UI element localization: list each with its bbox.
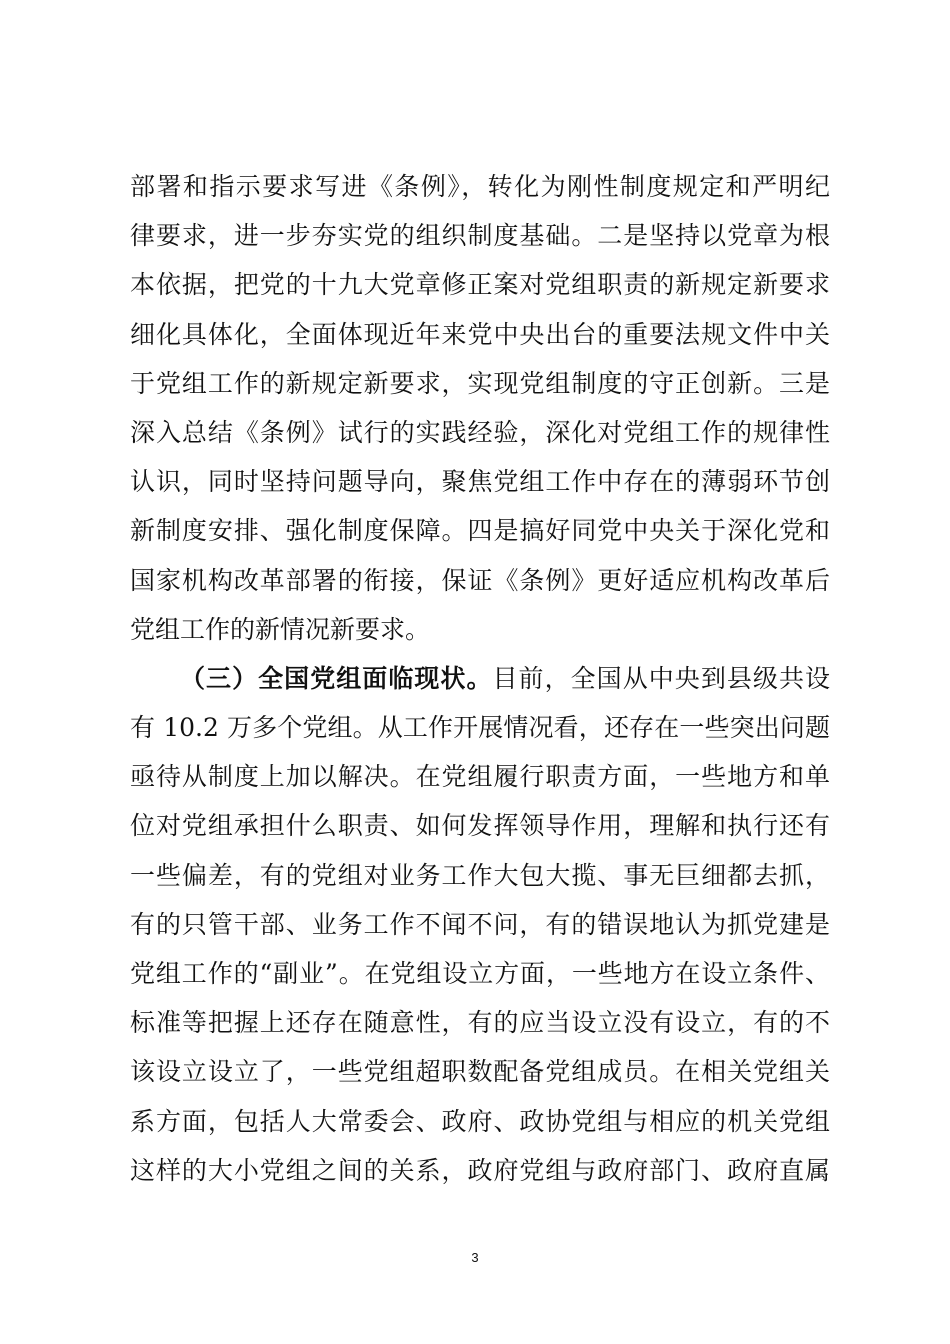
section-heading-rest: 目前，全国从中央到县级共设 <box>492 663 830 693</box>
text-line: 标准等把握上还存在随意性，有的应当设立没有设立，有的不 <box>130 1008 830 1038</box>
text-line: 系方面，包括人大常委会、政府、政协党组与相应的机关党组 <box>130 1106 830 1136</box>
text-line: 一些偏差，有的党组对业务工作大包大揽、事无巨细都去抓， <box>130 860 830 890</box>
page-number: 3 <box>471 1250 479 1265</box>
text-line: 这样的大小党组之间的关系，政府党组与政府部门、政府直属 <box>130 1155 830 1185</box>
section-heading: （三）全国党组面临现状。 <box>180 663 493 693</box>
body-text <box>130 162 830 1195</box>
text-line: 于党组工作的新规定新要求，实现党组制度的守正创新。三是 <box>130 368 830 398</box>
text-line: 党组工作的新情况新要求。 <box>130 614 431 644</box>
text-line: 律要求，进一步夯实党的组织制度基础。二是坚持以党章为根 <box>130 221 830 251</box>
text-line: 有的只管干部、业务工作不闻不问，有的错误地认为抓党建是 <box>130 909 830 939</box>
text-line: 亟待从制度上加以解决。在党组履行职责方面，一些地方和单 <box>130 762 830 792</box>
section-heading-line <box>130 654 830 703</box>
text-line: 细化具体化，全面体现近年来党中央出台的重要法规文件中关 <box>130 319 830 349</box>
text-line: 该设立设立了，一些党组超职数配备党组成员。在相关党组关 <box>130 1057 830 1087</box>
text-line: 党组工作的“副业”。在党组设立方面，一些地方在设立条件、 <box>130 959 830 988</box>
text-line: 部署和指示要求写进《条例》，转化为刚性制度规定和严明纪 <box>130 172 830 201</box>
text-line: 深入总结《条例》试行的实践经验，深化对党组工作的规律性 <box>130 417 830 447</box>
text-line: 国家机构改革部署的衔接，保证《条例》更好适应机构改革后 <box>130 565 830 595</box>
text-line: 本依据，把党的十九大党章修正案对党组职责的新规定新要求 <box>130 270 830 300</box>
text-line: 有 10.2 万多个党组。从工作开展情况看，还存在一些突出问题 <box>130 713 830 743</box>
text-line: 认识，同时坚持问题导向，聚焦党组工作中存在的薄弱环节创 <box>130 467 830 497</box>
text-line: 位对党组承担什么职责、如何发挥领导作用，理解和执行还有 <box>130 811 830 841</box>
text-line: 新制度安排、强化制度保障。四是搞好同党中央关于深化党和 <box>130 516 830 546</box>
